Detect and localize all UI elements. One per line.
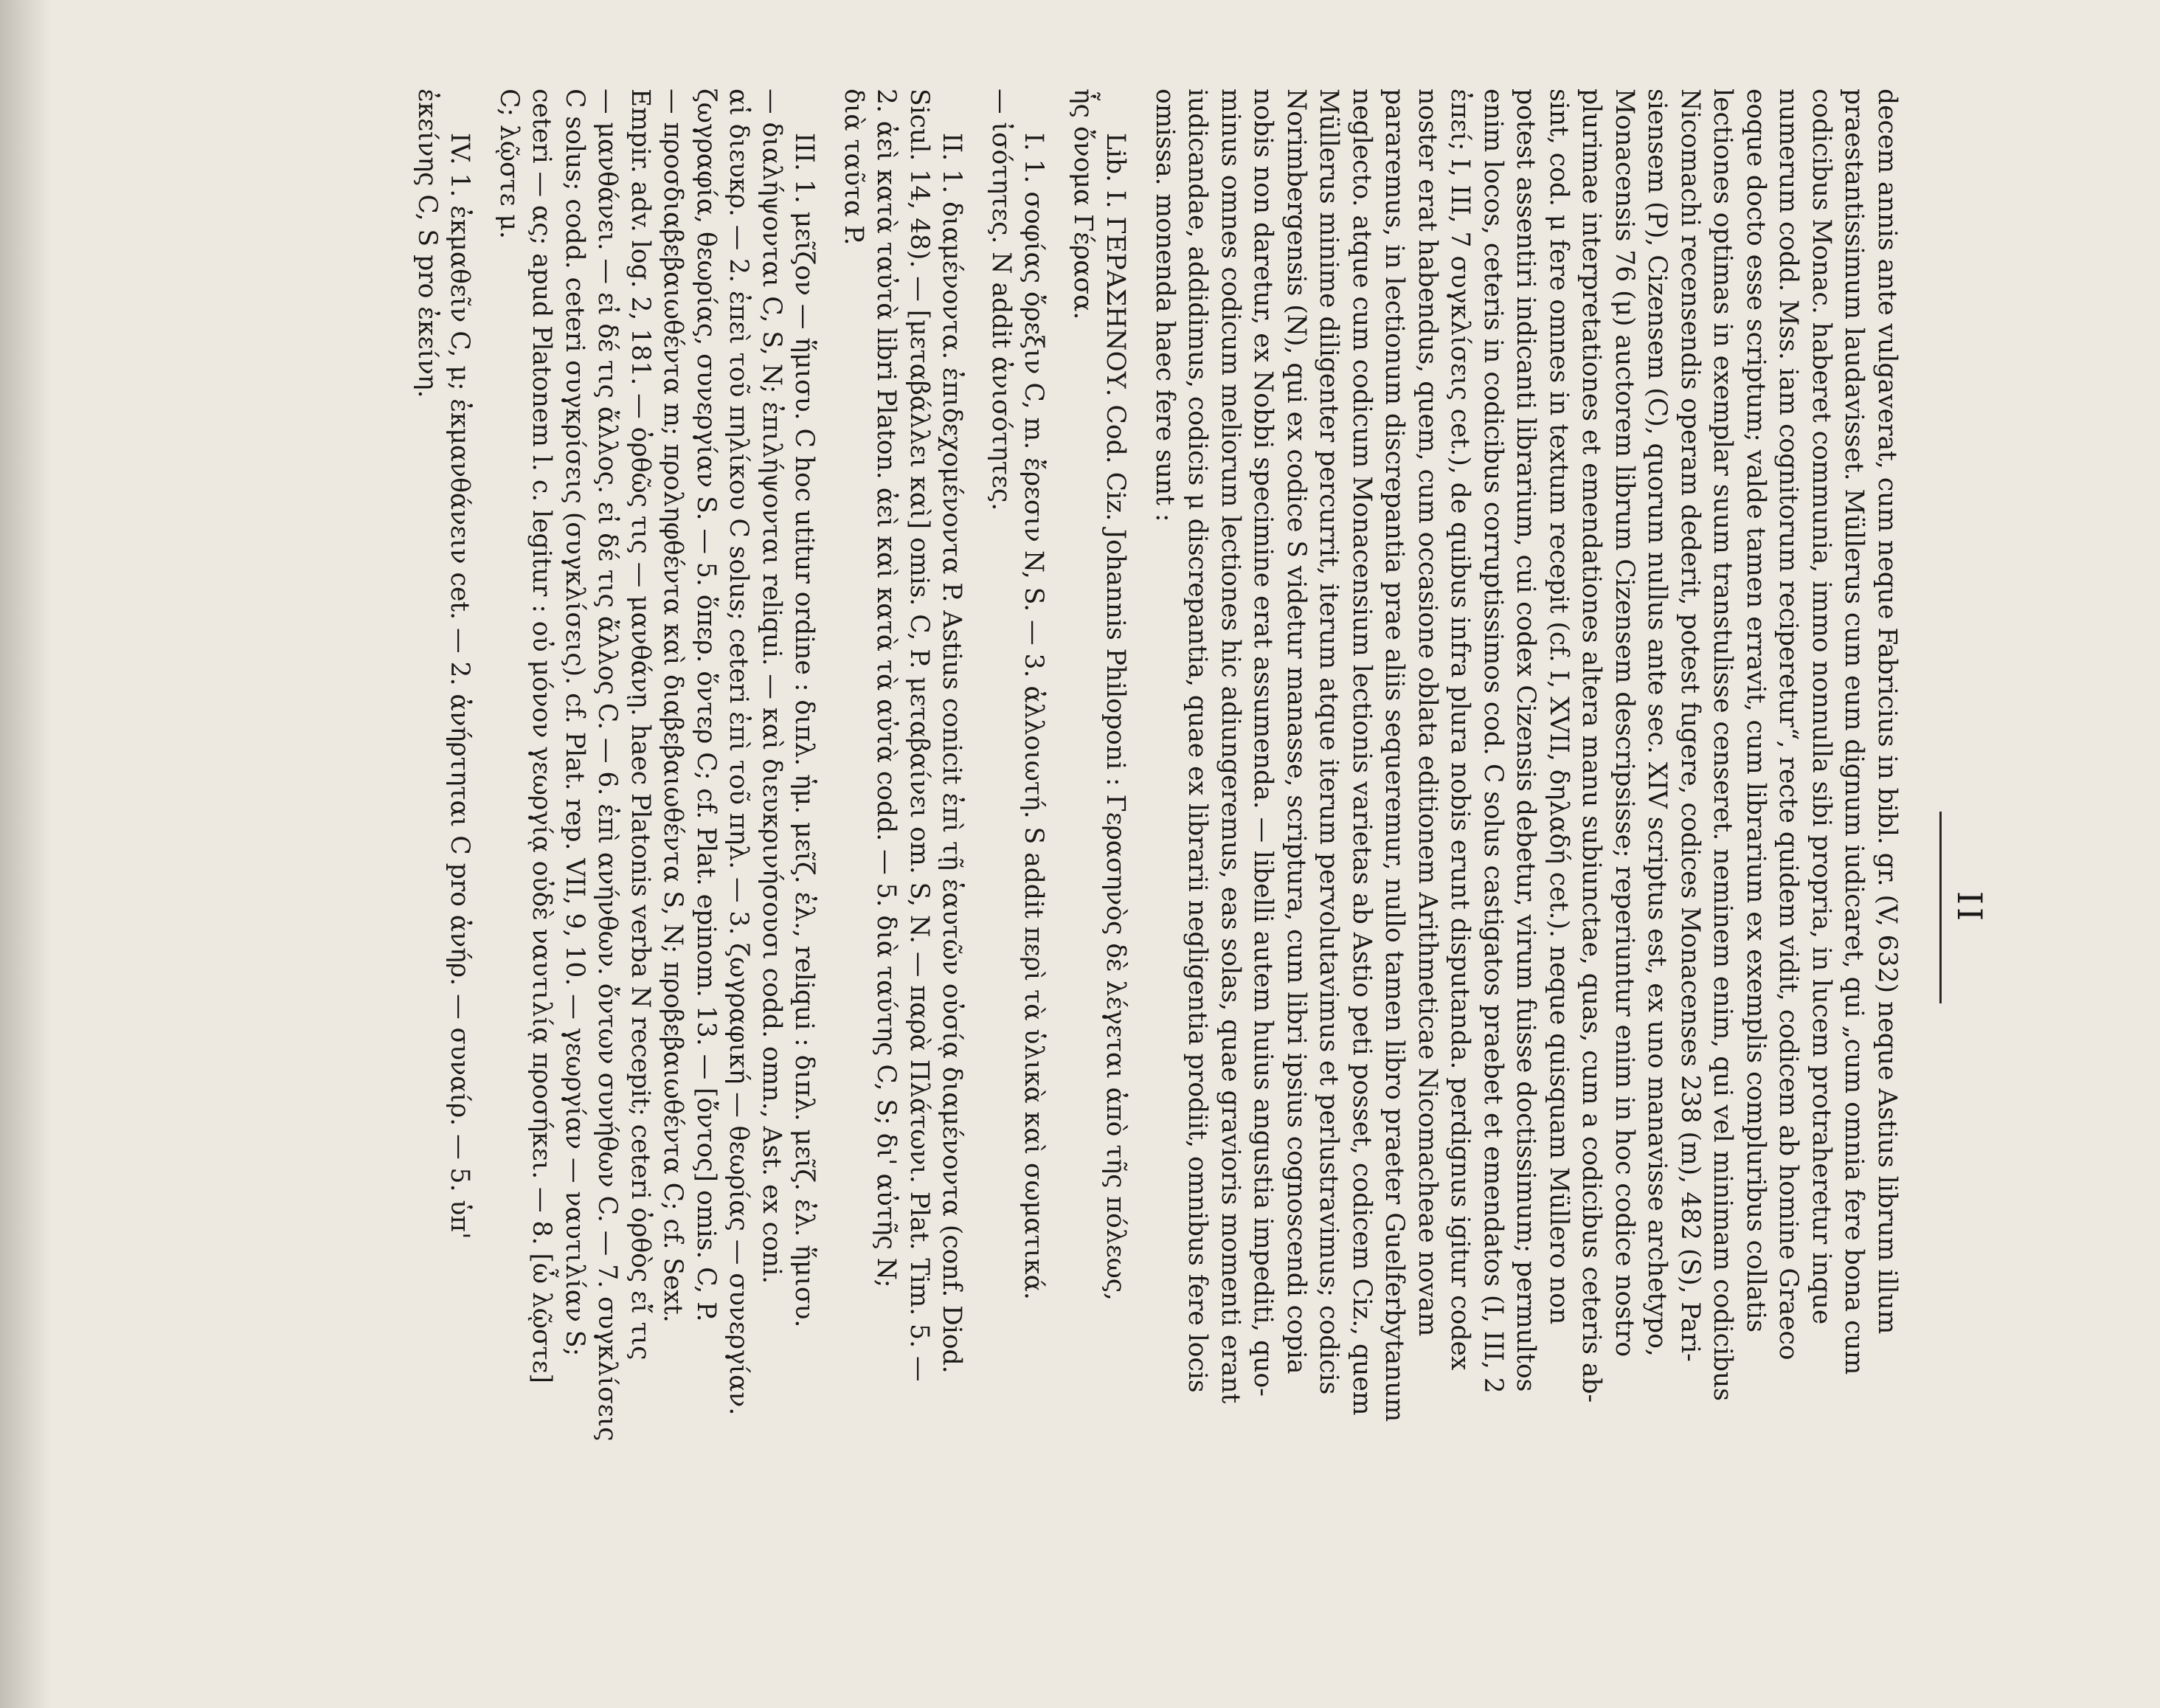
text-line: Sicul. 14, 48). — [μεταβάλλει καὶ] omis. C, P. μεταβαίνει om. S, N. — παρὰ Πλάτωνι. Plat. Tim. 5. — bbox=[904, 89, 934, 1382]
text-line: Müllerus minime diligenter percurrit, iterum atque iterum pervolutavimus et perlustravimus; codicis bbox=[1314, 89, 1344, 1395]
text-line: Lib. I. ΓΕΡΑΣΗΝΟΥ. Cod. Ciz. Johannis Philoponi : Γερασηνὸς δὲ λέγεται ἀπὸ τῆς πόλεως, bbox=[1101, 133, 1131, 1301]
text-line: iudicandae, addidimus, codicis μ discrepantia, quae ex librarii negligentia prodiit, omnibus fere locis bbox=[1183, 89, 1213, 1393]
text-line: IV. 1. ἐκμαθεῖν C, μ; ἐκμανθάνειν cet. — 2. ἀνήρτηται C pro ἀνήρ. — συναίρ. — 5. ὑπ' bbox=[445, 133, 475, 1239]
paragraph-lib1 bbox=[1067, 89, 1132, 1608]
text-line: ζωγραφία, θεωρίας, συνεργίαν S. — 5. ὅπερ. ὅντερ C; cf. Plat. epinom. 13. — [ὄντος] omis. C, P. bbox=[691, 89, 721, 1322]
text-line: ἐπεί; I, III, 7 συγκλίσεις cet.), de quibus infra plura nobis erunt disputanda. perdignus igitur codex bbox=[1445, 89, 1475, 1371]
text-line: — μανθάνει. — εἰ δέ τις ἄλλος. εἰ δέ τις ἄλλος C. — 6. ἐπὶ ανήνθων. ὄντων συνήθων C. — 7. συγκλίσεις bbox=[592, 89, 623, 1442]
text-line: III. 1. μεῖζον — ἥμισυ. C hoc utitur ordine : διπλ. ἡμ. μεῖζ. ἐλ., reliqui : διπλ. μεῖζ. ἐλ. ἥμισυ. bbox=[789, 133, 820, 1328]
paragraph-intro bbox=[1149, 89, 1904, 1608]
text-line: eoque docto esse scriptum; valde tamen erravit, cum librarium ex exemplis compluribus collatis bbox=[1741, 89, 1770, 1333]
paragraph-sec1 bbox=[985, 89, 1050, 1608]
text-line: ceteri — ας; apud Platonem l. c. legitur : οὐ μόνον γεωργίᾳ οὐδὲ ναυτιλίᾳ προσήκει. — 8. [ὦ λῷστε] bbox=[527, 89, 557, 1383]
paragraph-sec4 bbox=[411, 89, 477, 1608]
text-line: pararemus, in lectionum discrepantia prae aliis sequeremur, nullo tamen libro praeter Guelferbytanum bbox=[1380, 89, 1410, 1422]
text-line: sint, cod. μ fere omnes in textum recepit (cf. I, XVII, δηλαδή cet.). neque quisquam Müllero non bbox=[1544, 89, 1574, 1325]
text-line: plurimae interpretationes et emendationes altera manu subiunctae, quas, cum a codicibus ceteris ab- bbox=[1576, 89, 1607, 1403]
text-line: — προσδιαβεβαιωθέντα m; προληφθέντα καὶ διαβεβαιωθέντα S, N; προβεβαιωθέντα C; cf. Sext. bbox=[658, 89, 688, 1323]
text-line: nobis non daretur, ex Nobbi specimine erat assumenda. — libelli autem huius angustia impediti, quo- bbox=[1248, 89, 1278, 1397]
paragraph-sec2 bbox=[837, 89, 969, 1608]
text-line: C; λῷστε μ. bbox=[494, 89, 524, 239]
text-line: — ἰσότητες. N addit ἀνισότητες. bbox=[986, 89, 1016, 511]
text-line: Nicomachi recensendis operam dederit, potest fugere, codices Monacenses 238 (m), 482 (S), Pari- bbox=[1675, 89, 1705, 1362]
text-line: διὰ ταῦτα P. bbox=[839, 89, 868, 246]
text-line: II. 1. διαμένοντα. ἐπιδεχομένοντα P. Astius conicit ἐπὶ τῇ ἑαυτῶν οὐσίᾳ διαμένοντα (conf. Diod. bbox=[937, 133, 967, 1374]
text-line: Empir. adv. log. 2, 181. — ὀρθῶς τις — μανθάνῃ. haec Platonis verba N recepit; ceteri ὀρθὸς εἴ τις bbox=[626, 89, 655, 1360]
page-number: II bbox=[1950, 891, 1990, 924]
text-line: Monacensis 76 (μ) auctorem librum Cizensem descripsisse; reperiuntur enim in hoc codice nostro bbox=[1610, 89, 1639, 1358]
text-line: enim locos, ceteris in codicibus corruptissimos cod. C solus castigatos praebet et emendatos (I, III, 2 bbox=[1478, 89, 1508, 1394]
binding-shadow bbox=[0, 0, 52, 1708]
paragraph-sec3 bbox=[493, 89, 821, 1608]
text-line: 2. ἀεὶ κατὰ ταὐτὰ libri Platon. ἀεὶ καὶ κατὰ τὰ αὐτὰ codd. — 5. διὰ ταύτης C, S; δι' αὐτῆς N; bbox=[871, 89, 901, 1288]
rotated-text-page bbox=[221, 59, 1992, 1579]
text-line: C solus; codd. ceteri συγκρίσεις (συγκλίσεις). cf. Plat. rep. VII, 9, 10. — γεωργίαν — ναυτιλίαν S; bbox=[560, 89, 589, 1357]
text-line: numerum codd. Mss. iam cognitorum reciperetur“, recte quidem vidit, codicem ab homine Graeco bbox=[1773, 89, 1804, 1360]
text-line: I. 1. σοφίας ὄρεξιν C, m. ἔρεσιν N, S. — 3. ἀλλοιωτή. S addit περὶ τὰ ὑλικὰ καὶ σωματικά. bbox=[1019, 133, 1049, 1300]
text-line: minus omnes codicum meliorum lectiones hic adiungeremus, eas solas, quae gravioris momenti erant bbox=[1216, 89, 1245, 1404]
text-line: Norimbergensis (N), qui ex codice S videtur manasse, scriptura, cum libri ipsius cognoscendi copia bbox=[1281, 89, 1311, 1375]
text-line: ἧς ὄνομα Γέρασα. bbox=[1068, 89, 1098, 320]
text-line: siensem (P), Cizensem (C), quorum nullus ante sec. XIV scriptus est, ex uno manavisse archetypo, bbox=[1642, 89, 1672, 1357]
text-line: praestantissimum laudavisset. Müllerus cum eum dignum iudicaret, qui „cum omnia fere bona cum bbox=[1839, 89, 1869, 1375]
text-line: neglecto. atque cum codicum Monacensium lectionis varietas ab Astio peti posset, codicem Ciz., quem bbox=[1347, 89, 1377, 1416]
text-line: codicibus Monac. haberet communia, immo nonnulla sibi propria, in lucem protraheretur inque bbox=[1807, 89, 1836, 1325]
text-line: lectiones optimas in exemplar suum transtulisse censeret. neminem enim, qui vel minimam codicibus bbox=[1708, 89, 1738, 1402]
text-line: ἐκείνης C, S pro ἐκείνη. bbox=[412, 89, 442, 398]
text-line: potest assentiri indicanti librarium, cui codex Cizensis debetur, virum fuisse doctissimum; permultos bbox=[1511, 89, 1541, 1392]
body-text bbox=[411, 89, 1904, 1608]
page-header bbox=[1939, 812, 1992, 1003]
text-line: omissa. monenda haec fere sunt : bbox=[1150, 89, 1180, 522]
header-rule bbox=[1939, 812, 1942, 1003]
text-line: decem annis ante vulgaverat, cum neque Fabricius in bibl. gr. (V, 632) neque Astius librum illum bbox=[1872, 89, 1902, 1335]
text-line: αἱ διευκρ. — 2. ἐπεὶ τοῦ πηλίκου C solus; ceteri ἐπὶ τοῦ πηλ. — 3. ζωγραφική — θεωρίας — συνεργίαν. bbox=[724, 89, 754, 1416]
text-line: noster erat habendus, quem, cum occasione oblata editionem Arithmeticae Nicomacheae novam bbox=[1413, 89, 1442, 1337]
text-line: — διαλήψονται C, S, N; ἐπιλήψονται reliqui. — καὶ διευκρινήσουσι codd. omn., Ast. ex coni. bbox=[757, 89, 786, 1285]
